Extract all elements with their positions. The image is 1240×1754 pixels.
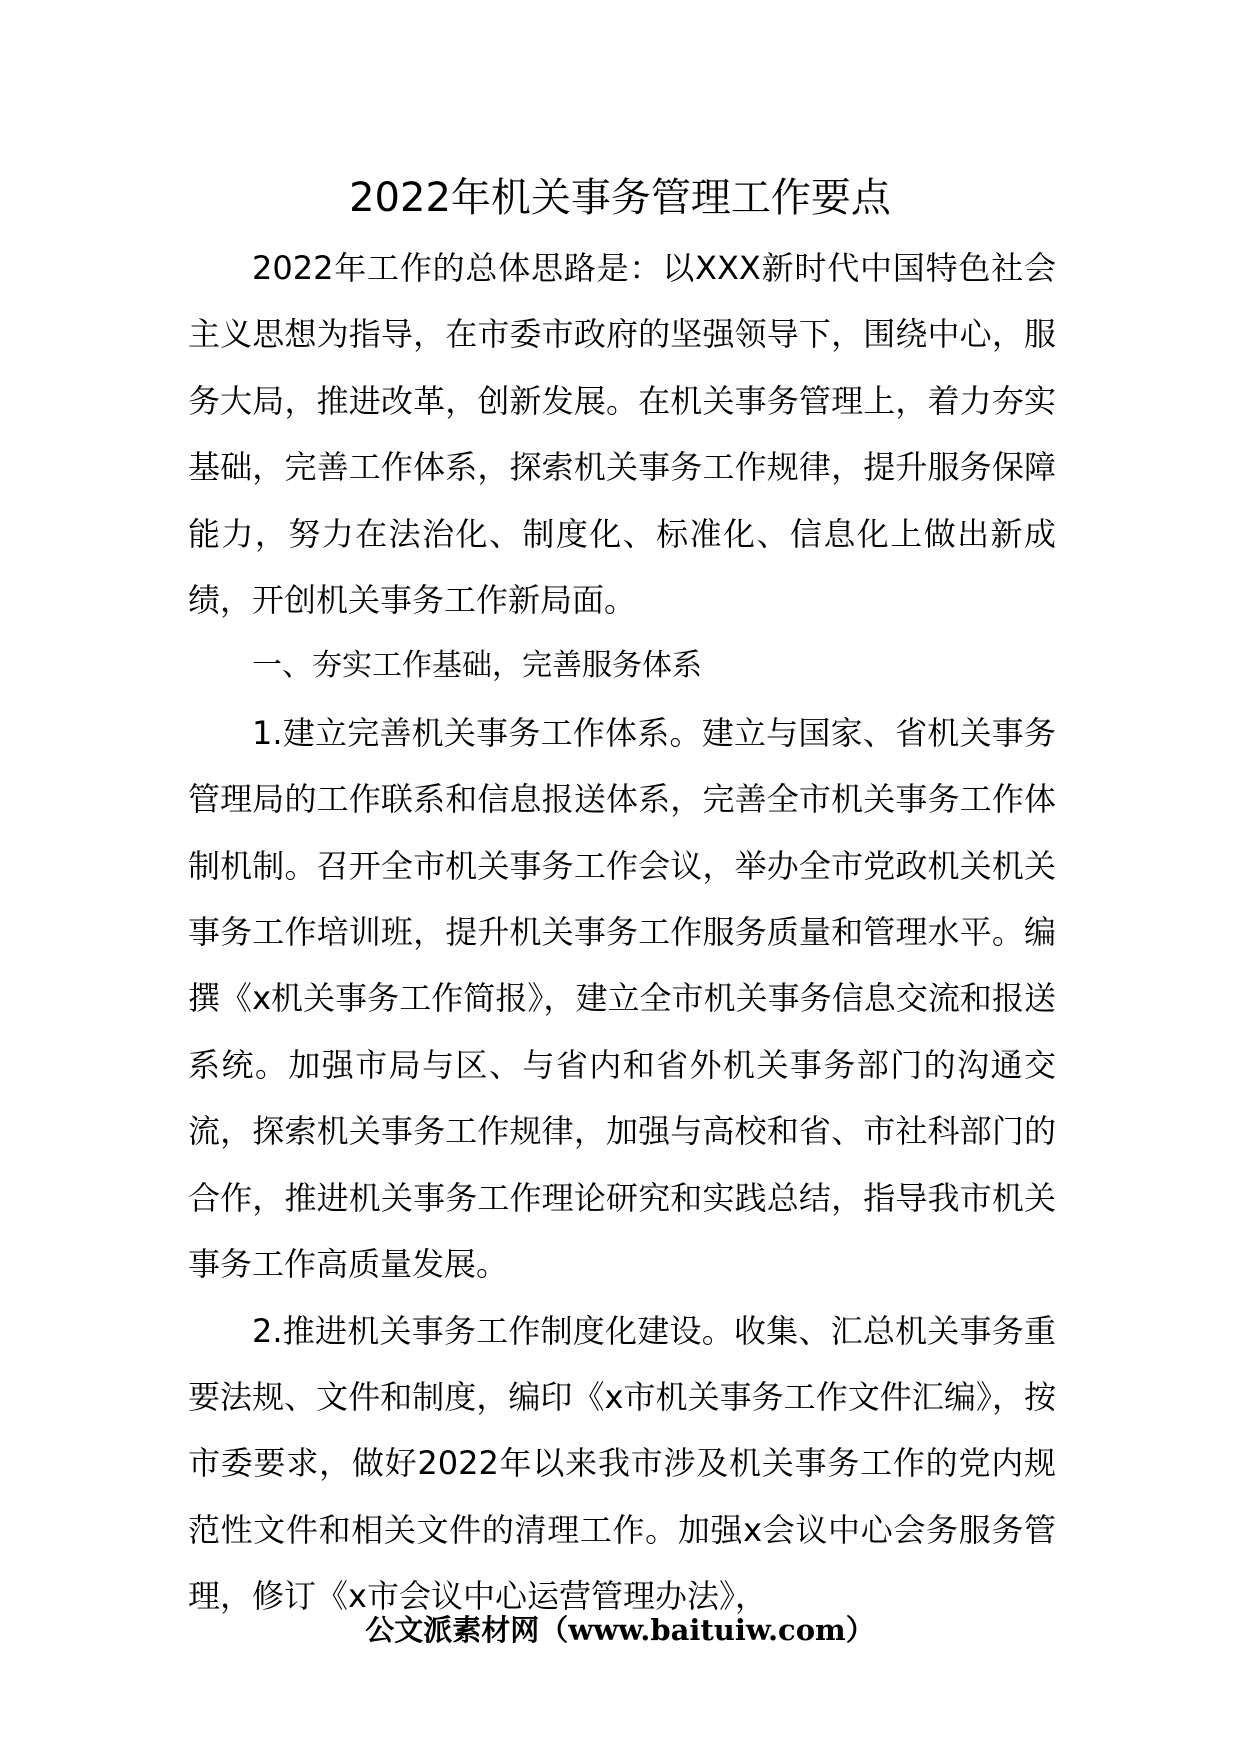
item-paragraph-1: 1.建立完善机关事务工作体系。建立与国家、省机关事务管理局的工作联系和信息报送体系，完善全市机关事务工作体制机制。召开全市机关事务工作会议，举办全市党政机关机关事务工作培训班，提升机关事务工作服务质量和管理水平。编撰《x机关事务工作简报》，建立全市机关事务信息交流和报送系统。加强市局与区、与省内和省外机关事务部门的沟通交流，探索机关事务工作规律，加强与高校和省、市社科部门的合作，推进机关事务工作理论研究和实践总结，指导我市机关事务工作高质量发展。 (188, 713, 1056, 1284)
item-paragraph-2: 2.推进机关事务工作制度化建设。收集、汇总机关事务重要法规、文件和制度，编印《x市机关事务工作文件汇编》，按市委要求，做好2022年以来我市涉及机关事务工作的党内规范性文件和相关文件的清理工作。加强x会议中心会务服务管理，修订《x市会议中心运营管理办法》， (188, 1311, 1056, 1616)
intro-paragraph: 2022年工作的总体思路是：以XXX新时代中国特色社会主义思想为指导，在市委市政府的坚强领导下，围绕中心，服务大局，推进改革，创新发展。在机关事务管理上，着力夯实基础，完善工作体系，探索机关事务工作规律，提升服务保障能力，努力在法治化、制度化、标准化、信息化上做出新成绩，开创机关事务工作新局面。 (188, 249, 1056, 620)
document-title: 2022年机关事务管理工作要点 (349, 175, 891, 221)
footer-watermark: 公文派素材网（www.baituiw.com） (365, 1613, 875, 1647)
document-body (188, 235, 1056, 1630)
section-heading: 一、夯实工作基础，完善服务体系 (252, 648, 702, 684)
